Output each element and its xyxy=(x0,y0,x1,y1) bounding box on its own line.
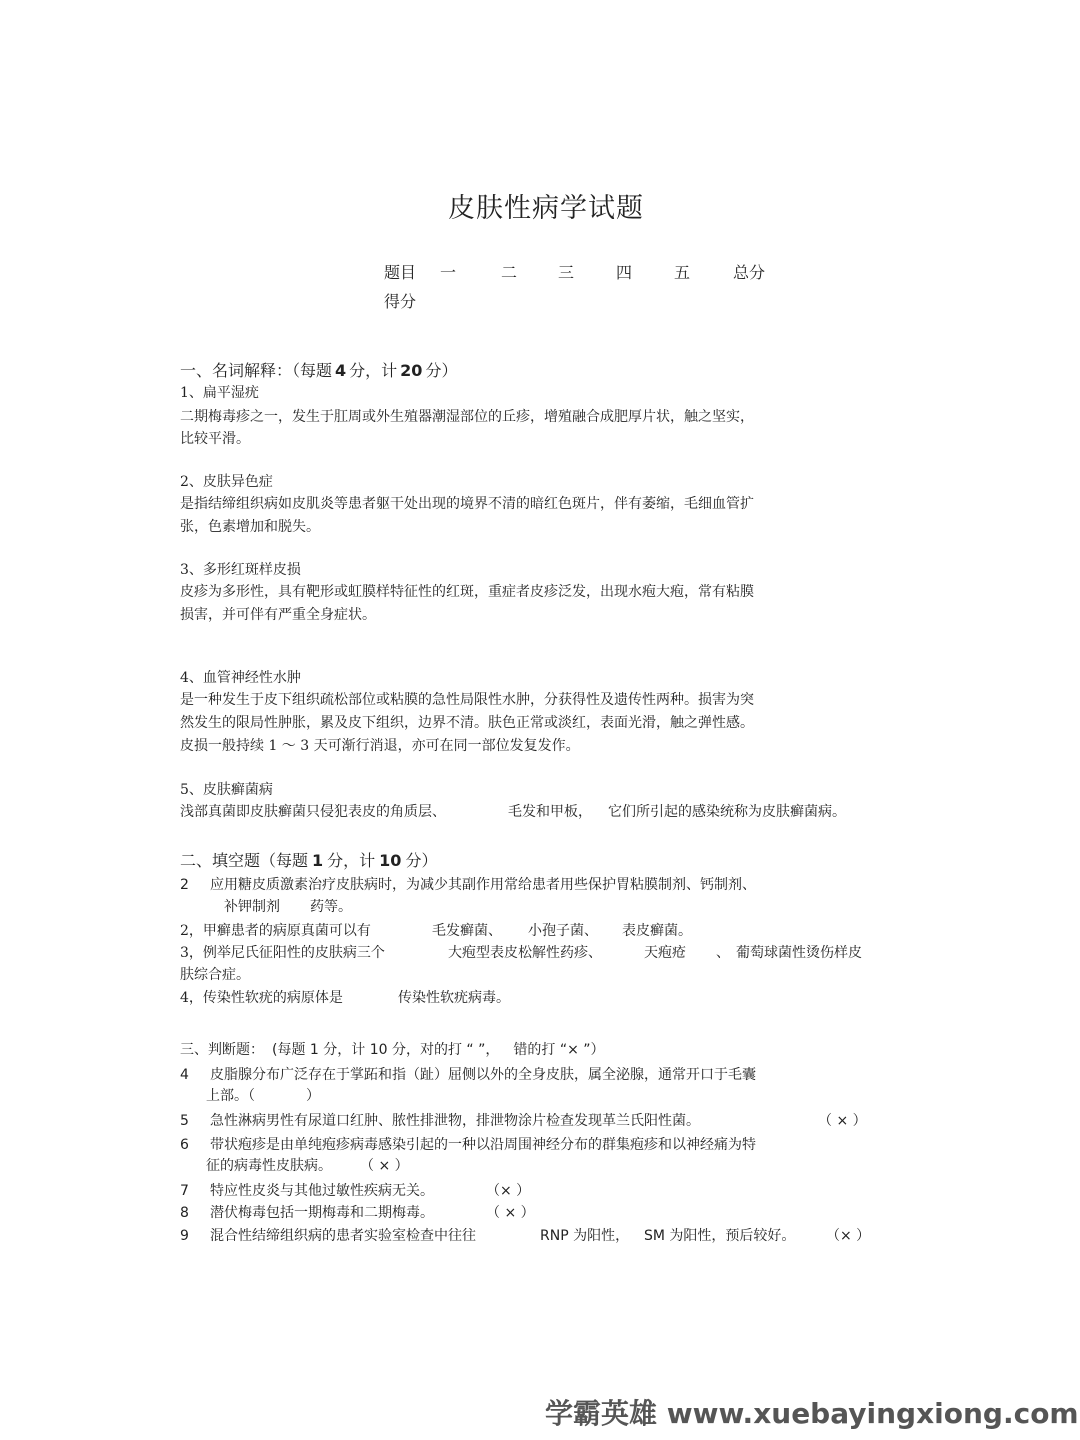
term-definition-line: 是一种发生于皮下组织疏松部位或粘膜的急性局限性水肿，分获得性及遗传性两种。损害为突 xyxy=(180,692,754,708)
answer-text: 葡萄球菌性烫伤样皮 xyxy=(736,945,862,961)
score-header-label: 题目 xyxy=(384,263,417,282)
answer-mark: （× ） xyxy=(486,1183,531,1199)
site-watermark: 学霸英雄 www.xuebayingxiong.com xyxy=(545,1397,1079,1430)
question-text: 特应性皮炎与其他过敏性疾病无关。 xyxy=(210,1183,434,1199)
score-header-5: 五 xyxy=(674,263,691,282)
question-text: 上部。（ xyxy=(206,1088,255,1104)
score-row-label: 得分 xyxy=(384,292,417,311)
question-text: 带状疱疹是由单纯疱疹病毒感染引起的一种以沿周围神经分布的群集疱疹和以神经痛为特 xyxy=(210,1137,756,1153)
answer-text: 肤综合症。 xyxy=(180,967,250,983)
answer-mark: （× ） xyxy=(826,1228,871,1244)
answer-text: 毛发癣菌、 xyxy=(432,923,502,939)
question-text: 2，甲癣患者的病原真菌可以有 xyxy=(180,923,371,939)
answer-mark: （ × ） xyxy=(818,1113,867,1129)
section2-heading: 二、填空题（每题 1 分，计 10 分） xyxy=(180,851,438,870)
answer-separator: 、 xyxy=(716,945,730,961)
answer-mark: （ × ） xyxy=(360,1158,409,1174)
score-header-1: 一 xyxy=(440,263,457,282)
term-title: 4、血管神经性水肿 xyxy=(180,670,301,686)
question-number: 2 xyxy=(180,877,189,893)
term-definition-line: 比较平滑。 xyxy=(180,431,250,447)
term-title: 3、多形红斑样皮损 xyxy=(180,562,301,578)
answer-text: 天疱疮 xyxy=(644,945,686,961)
term-definition-line: 浅部真菌即皮肤癣菌只侵犯表皮的角质层、 xyxy=(180,804,446,820)
page-title: 皮肤性病学试题 xyxy=(448,193,644,224)
question-text: 急性淋病男性有尿道口红肿、脓性排泄物，排泄物涂片检查发现革兰氏阳性菌。 xyxy=(210,1113,700,1129)
term-definition-line: 损害，并可伴有严重全身症状。 xyxy=(180,607,376,623)
score-header-2: 二 xyxy=(501,263,518,282)
term-title: 2、皮肤异色症 xyxy=(180,474,273,490)
question-text: SM 为阳性，预后较好。 xyxy=(644,1228,796,1244)
term-definition-line: 然发生的限局性肿胀，累及皮下组织，边界不清。肤色正常或淡红，表面光滑，触之弹性感。 xyxy=(180,715,754,731)
answer-text: 大疱型表皮松解性药疹、 xyxy=(448,945,602,961)
answer-mark: ） xyxy=(306,1088,320,1104)
answer-text: 小孢子菌、 xyxy=(528,923,598,939)
term-definition-line: 毛发和甲板， xyxy=(508,804,592,820)
answer-text: 传染性软疣病毒。 xyxy=(398,990,510,1006)
term-title: 1、扁平湿疣 xyxy=(180,385,259,401)
term-definition-line: 皮损一般持续 1 ～ 3 天可渐行消退，亦可在同一部位发复发作。 xyxy=(180,738,580,754)
question-text: 征的病毒性皮肤病。 xyxy=(206,1158,332,1174)
question-number: 4 xyxy=(180,1067,189,1083)
question-number: 6 xyxy=(180,1137,189,1153)
answer-mark: （ × ） xyxy=(486,1205,535,1221)
answer-text: 补钾制剂 xyxy=(224,899,280,915)
question-number: 5 xyxy=(180,1113,189,1129)
question-text: 皮脂腺分布广泛存在于掌跖和指（趾）屈侧以外的全身皮肤，属全泌腺，通常开口于毛囊 xyxy=(210,1067,756,1083)
question-number: 9 xyxy=(180,1228,189,1244)
section3-heading: 三、判断题： (每题 1 分，计 10 分，对的打 “ ”， 错的打 “× ”） xyxy=(180,1042,605,1058)
term-definition-line: 是指结缔组织病如皮肌炎等患者躯干处出现的境界不清的暗红色斑片，伴有萎缩，毛细血管扩 xyxy=(180,496,754,512)
section1-heading: 一、名词解释：（每题 4 分，计 20 分） xyxy=(180,361,458,380)
answer-text: 表皮癣菌。 xyxy=(622,923,692,939)
question-text: 3，例举尼氏征阳性的皮肤病三个 xyxy=(180,945,385,961)
term-definition-line: 张，色素增加和脱失。 xyxy=(180,519,320,535)
question-number: 7 xyxy=(180,1183,189,1199)
question-number: 8 xyxy=(180,1205,189,1221)
question-text: 4，传染性软疣的病原体是 xyxy=(180,990,343,1006)
score-header-3: 三 xyxy=(558,263,575,282)
term-title: 5、皮肤癣菌病 xyxy=(180,782,273,798)
term-definition-line: 二期梅毒疹之一，发生于肛周或外生殖器潮湿部位的丘疹，增殖融合成肥厚片状，触之坚实， xyxy=(180,409,754,425)
question-text: 潜伏梅毒包括一期梅毒和二期梅毒。 xyxy=(210,1205,434,1221)
score-header-total: 总分 xyxy=(733,263,766,282)
term-definition-line: 皮疹为多形性，具有靶形或虹膜样特征性的红斑，重症者皮疹泛发，出现水疱大疱，常有粘膜 xyxy=(180,584,754,600)
score-header-4: 四 xyxy=(616,263,633,282)
question-text: RNP 为阳性， xyxy=(540,1228,630,1244)
question-text: 混合性结缔组织病的患者实验室检查中往往 xyxy=(210,1228,476,1244)
question-text: 应用糖皮质激素治疗皮肤病时，为减少其副作用常给患者用些保护胃粘膜制剂、钙制剂、 xyxy=(210,877,756,893)
answer-text: 药等。 xyxy=(310,899,352,915)
term-definition-line: 它们所引起的感染统称为皮肤癣菌病。 xyxy=(608,804,846,820)
